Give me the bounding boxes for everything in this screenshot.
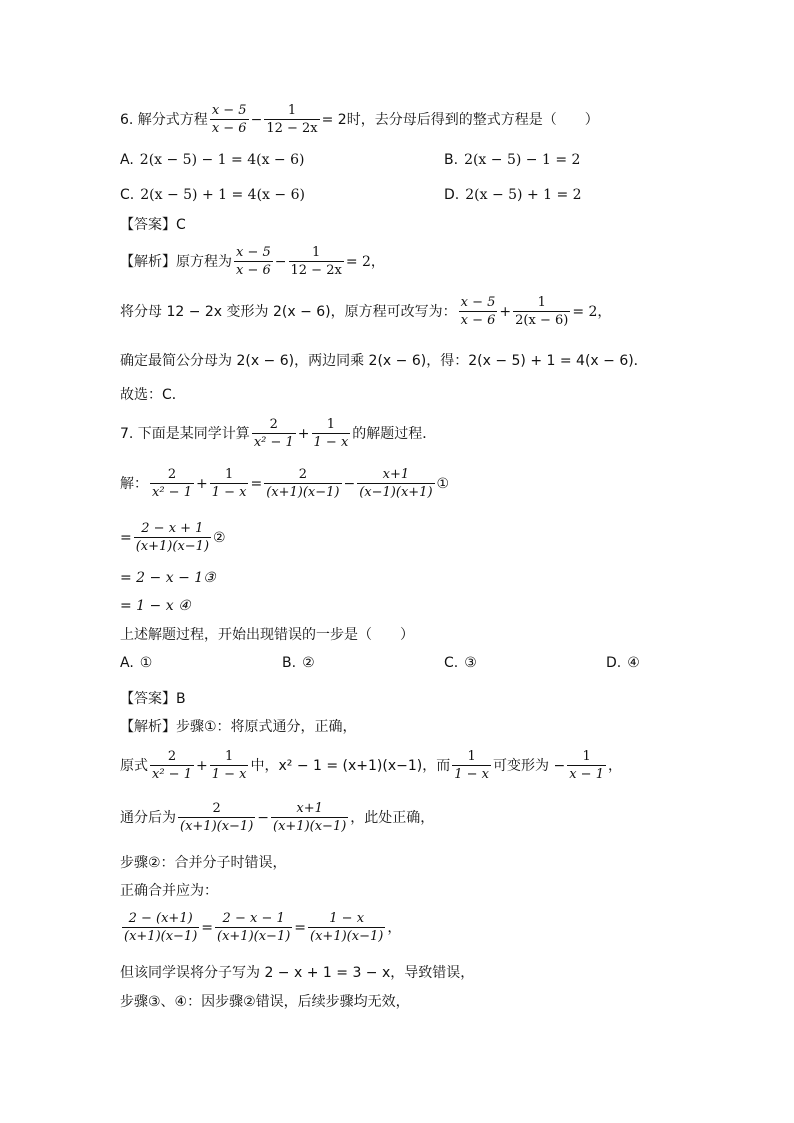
- q7-a2-fraction-b: $\frac{1}{1 - x}$: [211, 749, 247, 782]
- q7-a3-fraction-b: $\frac{x+1}{(x+1)(x-1)}$: [273, 801, 347, 834]
- q6-stem: 6. 解分式方程 $\frac{x - 5}{x - 6}$ − $\frac{1}{12 - 2x}$ = 2时，去分母后得到的整式方程是（ ）: [120, 103, 599, 136]
- q7-a2-fraction-c: $\frac{1}{1 - x}$: [454, 749, 490, 782]
- q7-stem: 7. 下面是某同学计算 $\frac{2}{\text{x² − 1}}$ + $\frac{1}{1 - x}$ 的解题过程．: [120, 417, 437, 450]
- q7-analysis-8: 步骤③、④：因步骤②错误，后续步骤均无效，: [120, 994, 410, 1010]
- q6-option-b[interactable]: B. 2(x − 5) − 1 = 2: [444, 152, 581, 168]
- q6-fraction-1: $\frac{x - 5}{x - 6}$: [211, 103, 247, 136]
- q6-analysis-line1: 【解析】原方程为 $\frac{x - 5}{x - 6}$ − $\frac{1}{12 - 2x}$ = 2，: [120, 245, 385, 278]
- q7-a3-fraction-a: $\frac{2}{(x+1)(x-1)}$: [180, 801, 254, 834]
- q7-a2-fraction-d: $\frac{1}{x - 1}$: [569, 749, 604, 782]
- q7-s1-fraction-d: $\frac{x+1}{(x-1)(x+1)}$: [359, 467, 433, 500]
- q7-solution-step2: = $\frac{2 - x + 1}{(x+1)(x-1)}$ ②: [120, 521, 226, 554]
- q7-analysis-6: $\frac{2 - (x+1)}{(x+1)(x-1)}$ = $\frac{2 - x - 1}{(x+1)(x-1)}$ = $\frac{1 - x}{(x+1)(x-1)}$ ，: [124, 911, 402, 944]
- q7-option-d[interactable]: D. ④: [606, 655, 640, 671]
- q7-solution-step4: = 1 − x ④: [120, 598, 191, 614]
- q7-analysis-7: 但该同学误将分子写为 2 − x + 1 = 3 − x，导致错误，: [120, 965, 475, 981]
- q6-answer: 【答案】C: [120, 217, 186, 233]
- q7-fraction-2: $\frac{1}{1 - x}$: [313, 417, 349, 450]
- q7-a2-fraction-a: $\frac{2}{\text{x² − 1}}$: [152, 749, 192, 782]
- step-marker-1: ①: [436, 475, 450, 492]
- q6-analysis-fraction-3: $\frac{x - 5}{x - 6}$: [460, 295, 496, 328]
- q7-a6-fraction-a: $\frac{2 - (x+1)}{(x+1)(x-1)}$: [124, 911, 198, 944]
- q6-option-a[interactable]: A. 2(x − 5) − 1 = 4(x − 6): [120, 152, 305, 168]
- q7-s1-fraction-a: $\frac{2}{\text{x² − 1}}$: [152, 467, 192, 500]
- q6-stem-rhs: = 2时，去分母后得到的整式方程是（ ）: [321, 111, 599, 128]
- q6-analysis-fraction-4: $\frac{1}{2(x - 6)}$: [515, 295, 569, 328]
- q7-answer: 【答案】B: [120, 691, 186, 707]
- q7-solution-step3: = 2 − x − 1③: [120, 570, 216, 586]
- step-marker-2: ②: [213, 529, 226, 546]
- q7-question: 上述解题过程，开始出现错误的一步是（ ）: [120, 627, 414, 643]
- q7-s1-fraction-c: $\frac{2}{(x+1)(x-1)}$: [266, 467, 340, 500]
- q7-option-b[interactable]: B. ②: [282, 655, 315, 671]
- q7-option-a[interactable]: A. ①: [120, 655, 153, 671]
- q6-analysis-line3: 确定最简公分母为 2(x − 6)，两边同乘 2(x − 6)，得：2(x − 5) + 1 = 4(x − 6)．: [120, 353, 648, 369]
- q7-a6-fraction-c: $\frac{1 - x}{(x+1)(x-1)}$: [310, 911, 384, 944]
- q7-a6-fraction-b: $\frac{2 - x - 1}{(x+1)(x-1)}$: [217, 911, 291, 944]
- q6-option-c[interactable]: C. 2(x − 5) + 1 = 4(x − 6): [120, 187, 305, 203]
- q7-analysis-3: 通分后为 $\frac{2}{(x+1)(x-1)}$ − $\frac{x+1}{(x+1)(x-1)}$ ，此处正确，: [120, 801, 435, 834]
- q6-fraction-2: $\frac{1}{12 - 2x}$: [266, 103, 318, 136]
- q6-choose: 故选：C．: [120, 387, 186, 403]
- q6-prefix: 6. 解分式方程: [120, 111, 208, 128]
- q7-s2-fraction: $\frac{2 - x + 1}{(x+1)(x-1)}$: [135, 521, 210, 554]
- q7-s1-fraction-b: $\frac{1}{1 - x}$: [211, 467, 247, 500]
- q7-analysis-5: 正确合并应为：: [120, 883, 218, 899]
- q6-analysis-fraction-2: $\frac{1}{12 - 2x}$: [290, 245, 342, 278]
- q6-analysis-fraction-1: $\frac{x - 5}{x - 6}$: [236, 245, 271, 278]
- q6-analysis-line2: 将分母 12 − 2x 变形为 2(x − 6)，原方程可改写为： $\frac{x - 5}{x - 6}$ + $\frac{1}{2(x - 6)}$ = 2，: [120, 295, 612, 328]
- q6-option-d[interactable]: D. 2(x − 5) + 1 = 2: [444, 187, 582, 203]
- q7-analysis-4: 步骤②：合并分子时错误，: [120, 855, 287, 871]
- q7-analysis-2: 原式 $\frac{2}{\text{x² − 1}}$ + $\frac{1}{1 - x}$ 中，x² − 1 = (x+1)(x−1)，而 $\frac{1}{1 - x}$ 可变形为 − $\frac{1}{x - 1}$ ，: [120, 749, 622, 782]
- q7-option-c[interactable]: C. ③: [444, 655, 477, 671]
- q7-analysis-1: 【解析】步骤①：将原式通分，正确，: [120, 719, 357, 735]
- q7-fraction-1: $\frac{2}{\text{x² − 1}}$: [253, 417, 294, 450]
- q7-solution-step1: 解： $\frac{2}{\text{x² − 1}}$ + $\frac{1}{1 - x}$ = $\frac{2}{(x+1)(x-1)}$ − $\frac{x+1}{(x-1)(x+1)}$ ①: [120, 467, 450, 500]
